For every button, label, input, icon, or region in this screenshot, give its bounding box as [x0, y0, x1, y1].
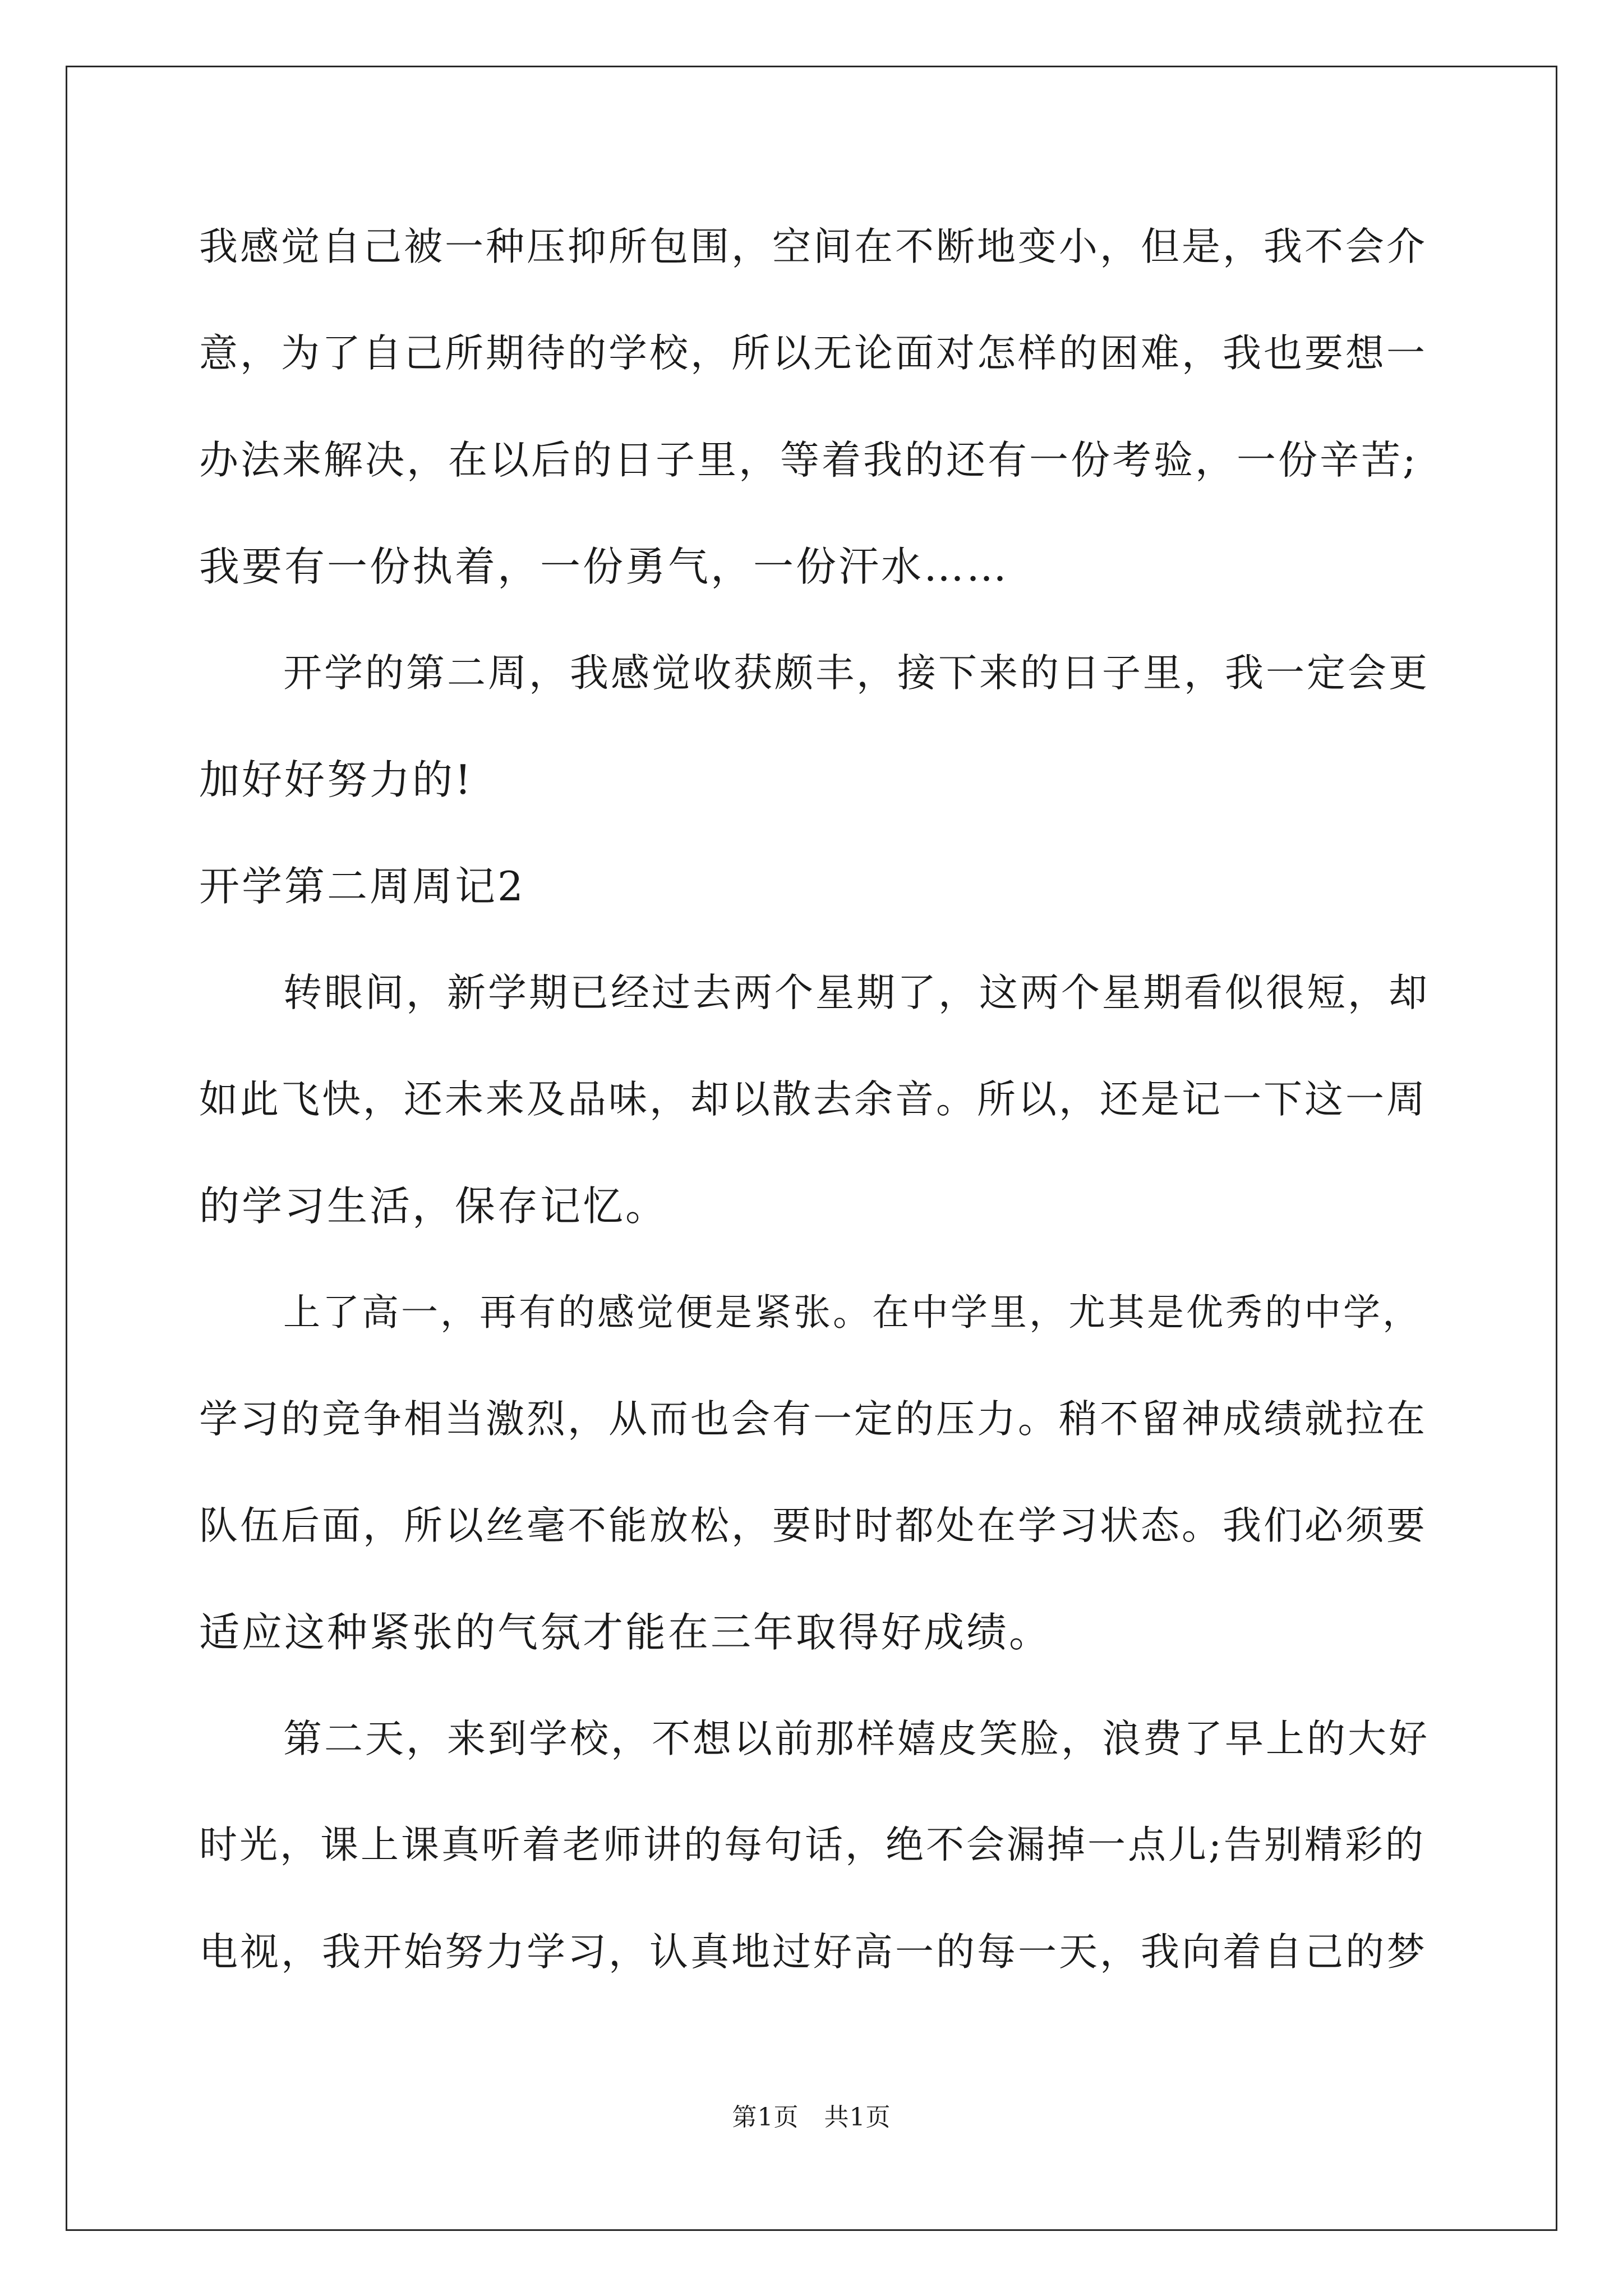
- text-line: 我感觉自己被一种压抑所包围，空间在不断地变小，但是，我不会介: [199, 224, 1427, 269]
- paragraph-start-line: 第二天，来到学校，不想以前那样嬉皮笑脸，浪费了早上的大好: [283, 1717, 1430, 1761]
- text-line: 电视，我开始努力学习，认真地过好高一的每一天，我向着自己的梦: [199, 1930, 1427, 1975]
- text-line: 办法来解决，在以后的日子里，等着我的还有一份考验，一份辛苦;: [199, 437, 1418, 483]
- section-heading: 开学第二周周记2: [199, 863, 525, 910]
- text-line: 如此飞快，还未来及品味，却以散去余音。所以，还是记一下这一周: [199, 1077, 1427, 1122]
- page-footer: 第1页 共1页: [732, 2103, 891, 2132]
- text-line: 时光，课上课真听着老师讲的每句话，绝不会漏掉一点儿;告别精彩的: [199, 1823, 1426, 1867]
- text-line: 我要有一份执着，一份勇气，一份汗水……: [199, 543, 1009, 590]
- paragraph-start-line: 开学的第二周，我感觉收获颇丰，接下来的日子里，我一定会更: [283, 651, 1430, 696]
- text-line: 队伍后面，所以丝毫不能放松，要时时都处在学习状态。我们必须要: [199, 1503, 1427, 1548]
- paragraph-start-line: 上了高一，再有的感觉便是紧张。在中学里，尤其是优秀的中学，: [283, 1291, 1422, 1334]
- text-line: 适应这种紧张的气氛才能在三年取得好成绩。: [199, 1609, 1052, 1656]
- paragraph-start-line: 转眼间，新学期已经过去两个星期了，这两个星期看似很短，却: [283, 970, 1430, 1015]
- text-line: 的学习生活，保存记忆。: [199, 1182, 668, 1230]
- text-line: 意，为了自己所期待的学校，所以无论面对怎样的困难，我也要想一: [199, 331, 1427, 376]
- text-line: 加好好努力的!: [199, 756, 473, 803]
- page-border: [66, 66, 1557, 2231]
- text-line: 学习的竞争相当激烈，从而也会有一定的压力。稍不留神成绩就拉在: [199, 1397, 1427, 1442]
